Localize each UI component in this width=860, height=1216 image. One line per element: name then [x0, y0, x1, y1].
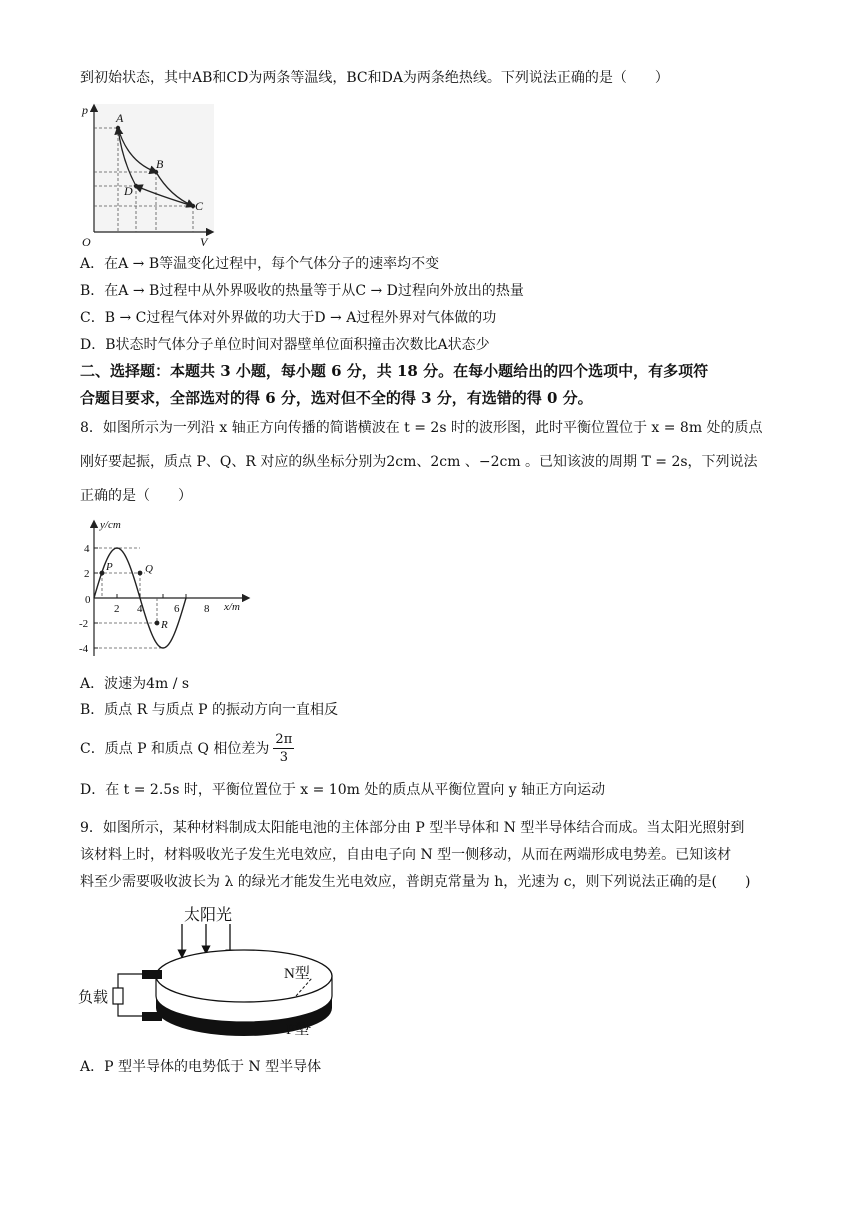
q9-stem-line1: 9．如图所示，某种材料制成太阳能电池的主体部分由 P 型半导体和 N 型半导体结合而成。当太阳光照射到: [80, 820, 745, 836]
wave-x-label: x/m: [224, 601, 240, 613]
wave-xtick-2: 2: [114, 603, 120, 615]
solar-cell-diagram: [76, 900, 336, 1046]
wave-point-p: P: [106, 561, 113, 573]
q8-stem-line3: 正确的是（ ）: [80, 488, 192, 504]
n-type-label: N型: [284, 966, 310, 982]
wave-ytick-neg2: -2: [79, 618, 89, 630]
p-type-label: P型: [286, 1022, 310, 1038]
pv-origin: O: [82, 235, 91, 248]
q9-stem-line3: 料至少需要吸收波长为 λ 的绿光才能发生光电效应，普朗克常量为 h，光速为 c，则下列说法正确的是( ): [80, 874, 751, 890]
q8-option-c-row: [80, 726, 294, 770]
wave-y-label: y/cm: [100, 519, 121, 531]
wave-point-q: Q: [145, 563, 153, 575]
pv-diagram: [78, 100, 218, 248]
q7-option-b: B．在A → B过程中从外界吸收的热量等于从C → D过程向外放出的热量: [80, 283, 524, 299]
wave-graph: [76, 516, 256, 662]
wave-ytick-4: 4: [84, 543, 90, 555]
q8-option-c-fraction: [273, 731, 294, 766]
q8-option-c: C．质点 P 和质点 Q 相位差为: [80, 741, 270, 757]
q8-stem-line2: 刚好要起振，质点 P、Q、R 对应的纵坐标分别为2cm、2cm 、−2cm 。已知该波的周期 T = 2s，下列说法: [80, 454, 758, 470]
wave-xtick-8: 8: [204, 603, 210, 615]
q8-option-d: D．在 t = 2.5s 时，平衡位置位于 x = 10m 处的质点从平衡位置向 y 轴正方向运动: [80, 782, 606, 798]
q7-option-c: C．B → C过程气体对外界做的功大于D → A过程外界对气体做的功: [80, 310, 497, 326]
q7-option-d: D．B状态时气体分子单位时间对器壁单位面积撞击次数比A状态少: [80, 337, 490, 353]
pv-label-b: B: [156, 157, 164, 171]
section-2-heading-line1: 二、选择题：本题共 3 小题，每小题 6 分，共 18 分。在每小题给出的四个选项中，有多项符: [80, 362, 709, 380]
q8-option-b: B．质点 R 与质点 P 的振动方向一直相反: [80, 702, 339, 718]
wave-ytick-neg4: -4: [79, 643, 89, 655]
wave-xtick-4: 4: [137, 603, 143, 615]
sunlight-label: 太阳光: [184, 907, 233, 924]
pv-label-c: C: [195, 199, 204, 213]
q8-option-a: A．波速为4m / s: [80, 676, 190, 692]
pv-axis-p: p: [82, 103, 88, 117]
pv-label-d: D: [124, 184, 133, 198]
wave-origin: 0: [85, 594, 91, 606]
wave-point-r: R: [161, 619, 168, 631]
section-2-heading-line2: 合题目要求，全部选对的得 6 分，选对但不全的得 3 分，有选错的得 0 分。: [80, 389, 593, 407]
q7-stem-tail: 到初始状态，其中AB和CD为两条等温线，BC和DA为两条绝热线。下列说法正确的是（ ）: [80, 70, 669, 86]
fraction-denominator: 3: [279, 749, 288, 765]
pv-axis-v: V: [200, 235, 208, 248]
fraction-numerator: 2π: [275, 731, 293, 747]
q8-stem-line1: 8．如图所示为一列沿 x 轴正方向传播的简谐横波在 t = 2s 时的波形图，此时平衡位置位于 x = 8m 处的质点: [80, 420, 763, 436]
wave-xtick-6: 6: [174, 603, 180, 615]
wave-ytick-2: 2: [84, 568, 90, 580]
q7-option-a: A．在A → B等温变化过程中，每个气体分子的速率均不变: [80, 256, 440, 272]
q9-stem-line2: 该材料上时，材料吸收光子发生光电效应，自由电子向 N 型一侧移动，从而在两端形成电势差。已知该材: [80, 847, 732, 863]
q9-option-a: A．P 型半导体的电势低于 N 型半导体: [80, 1059, 322, 1075]
pv-label-a: A: [116, 111, 124, 125]
load-label: 负载: [78, 990, 109, 1006]
